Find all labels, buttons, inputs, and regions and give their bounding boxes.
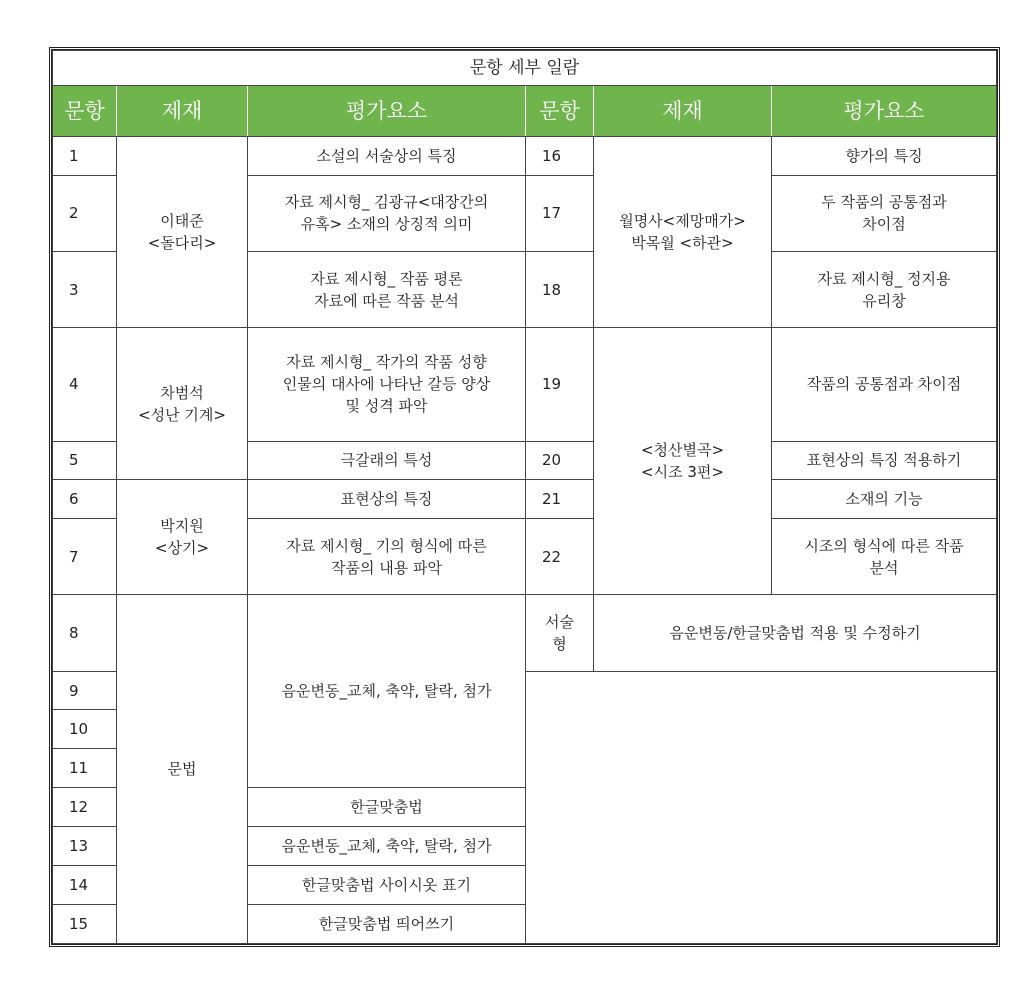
table-title: 문항 세부 일람: [53, 51, 997, 86]
item-number: 11: [53, 749, 117, 788]
eval-cell: 시조의 형식에 따른 작품 분석: [772, 519, 997, 595]
item-list-table: [49, 47, 1000, 947]
item-number: 10: [53, 710, 117, 749]
eval-cell: 소재의 기능: [772, 480, 997, 519]
topic-cell: <청산별곡> <시조 3편>: [594, 328, 772, 595]
item-number: 4: [53, 328, 117, 441]
item-number: 15: [53, 905, 117, 944]
item-number: 20: [526, 441, 594, 480]
header-topic-2: 제재: [594, 86, 772, 137]
item-number: 21: [526, 480, 594, 519]
item-number: 19: [526, 328, 594, 441]
eval-cell-essay: 음운변동/한글맞춤법 적용 및 수정하기: [594, 595, 997, 671]
essay-label: 서술 형: [526, 595, 594, 671]
item-number: 1: [53, 137, 117, 176]
item-number: 14: [53, 866, 117, 905]
header-eval-2: 평가요소: [772, 86, 997, 137]
eval-cell: 자료 제시형_ 작가의 작품 성향 인물의 대사에 나타난 갈등 양상 및 성격 파악: [248, 328, 526, 441]
eval-cell: 음운변동_교체, 축약, 탈락, 첨가: [248, 827, 526, 866]
eval-cell: 소설의 서술상의 특징: [248, 137, 526, 176]
header-topic: 제재: [117, 86, 248, 137]
eval-cell: 두 작품의 공통점과 차이점: [772, 175, 997, 251]
topic-cell: 월명사<제망매가> 박목월 <하관>: [594, 137, 772, 328]
eval-cell: 자료 제시형_ 기의 형식에 따른 작품의 내용 파악: [248, 519, 526, 595]
eval-cell: 한글맞춤법 사이시옷 표기: [248, 866, 526, 905]
eval-cell: 표현상의 특징 적용하기: [772, 441, 997, 480]
eval-cell: 한글맞춤법 띄어쓰기: [248, 905, 526, 944]
item-number: 13: [53, 827, 117, 866]
eval-cell: 자료 제시형_ 정지용 유리창: [772, 252, 997, 328]
empty-area: [526, 671, 997, 943]
header-eval: 평가요소: [248, 86, 526, 137]
topic-cell: 이태준 <돌다리>: [117, 137, 248, 328]
item-number: 8: [53, 595, 117, 671]
eval-cell: 극갈래의 특성: [248, 441, 526, 480]
topic-cell: 차범석 <성난 기계>: [117, 328, 248, 480]
item-number: 18: [526, 252, 594, 328]
item-number: 12: [53, 788, 117, 827]
item-number: 2: [53, 175, 117, 251]
item-number: 6: [53, 480, 117, 519]
header-item-no-2: 문항: [526, 86, 594, 137]
topic-cell: 박지원 <상기>: [117, 480, 248, 595]
header-item-no: 문항: [53, 86, 117, 137]
item-number: 16: [526, 137, 594, 176]
eval-cell: 한글맞춤법: [248, 788, 526, 827]
item-number: 9: [53, 671, 117, 710]
item-number: 17: [526, 175, 594, 251]
item-number: 22: [526, 519, 594, 595]
topic-cell: 문법: [117, 595, 248, 944]
eval-cell: 향가의 특징: [772, 137, 997, 176]
item-number: 5: [53, 441, 117, 480]
eval-cell: 자료 제시형_ 작품 평론 자료에 따른 작품 분석: [248, 252, 526, 328]
eval-cell: 작품의 공통점과 차이점: [772, 328, 997, 441]
eval-cell: 음운변동_교체, 축약, 탈락, 첨가: [248, 595, 526, 788]
item-number: 7: [53, 519, 117, 595]
item-number: 3: [53, 252, 117, 328]
eval-cell: 표현상의 특징: [248, 480, 526, 519]
eval-cell: 자료 제시형_ 김광규<대장간의 유혹> 소재의 상징적 의미: [248, 175, 526, 251]
